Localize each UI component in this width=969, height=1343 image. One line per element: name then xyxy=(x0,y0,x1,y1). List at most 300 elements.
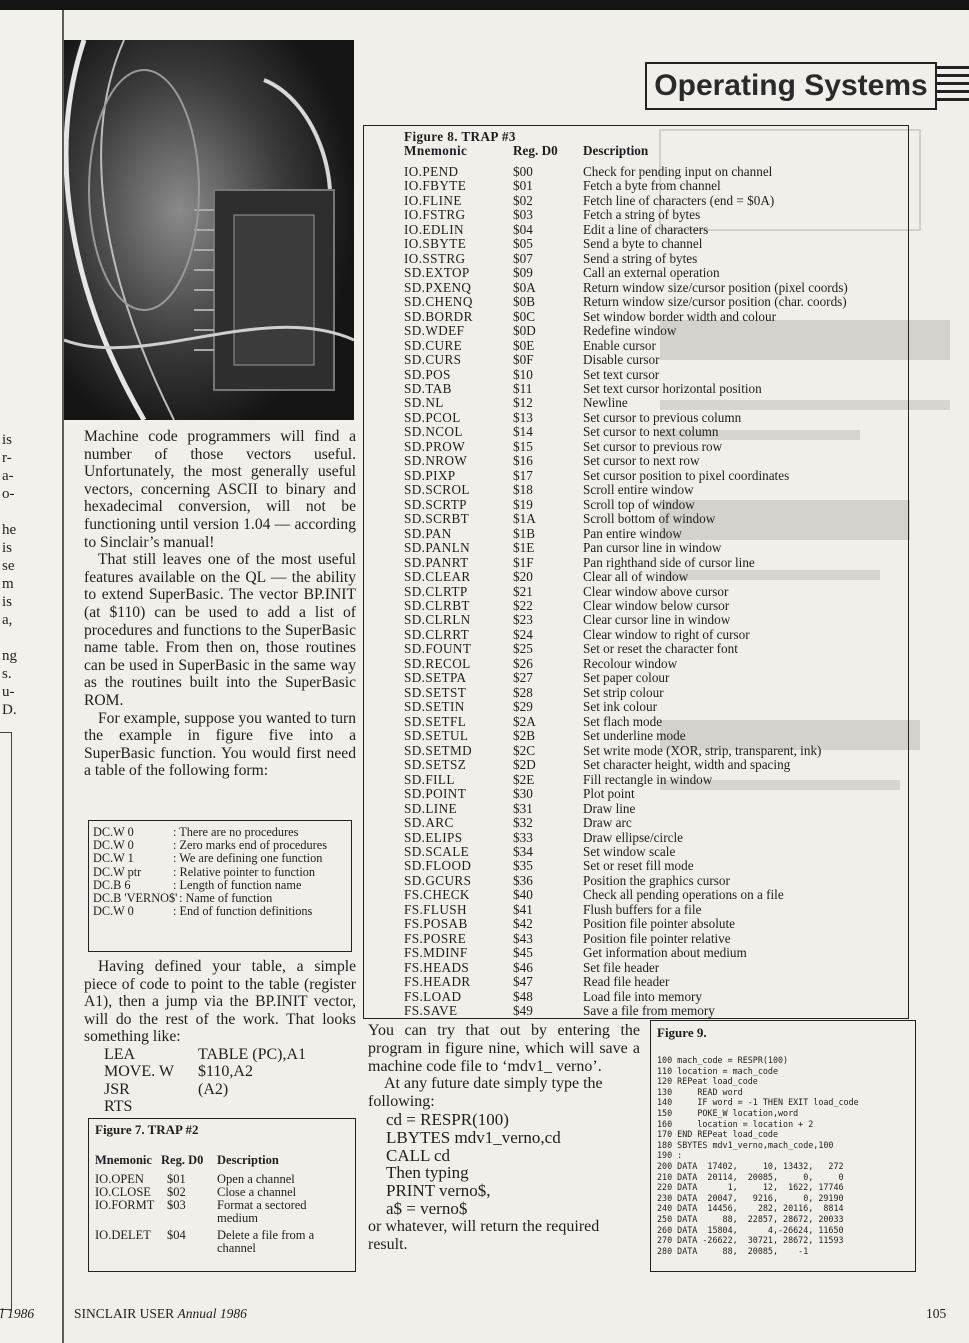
reg: $42 xyxy=(513,916,533,932)
desc: Set window scale xyxy=(583,843,676,859)
reg: $04 xyxy=(167,1228,186,1242)
table-row xyxy=(364,628,908,642)
mnemonic: SD.NROW xyxy=(404,453,468,469)
desc: Set underline mode xyxy=(583,728,686,744)
mnemonic: SD.SETMD xyxy=(404,742,473,758)
fragment-text: a- xyxy=(2,468,14,484)
table-row xyxy=(364,512,908,526)
mnemonic: SD.PANLN xyxy=(404,540,471,556)
reg: $32 xyxy=(513,815,533,831)
reg: $41 xyxy=(513,901,533,917)
table-row xyxy=(364,946,908,960)
table-row xyxy=(364,266,908,280)
table-row xyxy=(364,686,908,700)
desc: Delete a file from a channel xyxy=(217,1228,315,1255)
desc: Set or reset the character font xyxy=(583,641,738,657)
mnemonic: IO.SBYTE xyxy=(404,236,467,252)
table-row xyxy=(364,874,908,888)
fragment-footer: l 1986 xyxy=(0,1306,35,1321)
command-line: CALL cd xyxy=(386,1145,451,1165)
command-line: a$ = verno$ xyxy=(386,1198,468,1218)
table-row xyxy=(364,903,908,917)
desc: Draw arc xyxy=(583,815,632,831)
desc: Enable cursor xyxy=(583,337,656,353)
desc: Position file pointer relative xyxy=(583,930,731,946)
desc: Position file pointer absolute xyxy=(583,916,736,932)
reg: $10 xyxy=(513,366,533,382)
desc: Fetch a byte from channel xyxy=(583,178,721,194)
mnemonic: SD.SETSZ xyxy=(404,757,467,773)
mnemonic: SD.SCRTP xyxy=(404,496,467,512)
command-list xyxy=(368,1111,640,1218)
mnemonic: SD.PANRT xyxy=(404,554,469,570)
top-border xyxy=(0,0,969,10)
code-op: RTS xyxy=(104,1098,133,1116)
mnemonic: FS.POSRE xyxy=(404,930,467,946)
desc: Save a file from memory xyxy=(583,1003,715,1019)
dc-code: DC.B 6 xyxy=(93,877,131,892)
mnemonic: SD.POINT xyxy=(404,786,467,802)
desc: Return window size/cursor position (char. coords) xyxy=(583,294,847,310)
reg: $0B xyxy=(513,294,535,310)
table-row xyxy=(364,281,908,295)
desc: Set cursor position to pixel coordinates xyxy=(583,467,790,483)
code-listing xyxy=(84,1046,356,1116)
reg: $49 xyxy=(513,1003,533,1019)
dc-code: DC.W 0 xyxy=(93,825,134,839)
reg: $0E xyxy=(513,337,535,353)
reg: $47 xyxy=(513,974,533,990)
desc: Set paper colour xyxy=(583,670,670,686)
reg: $22 xyxy=(513,598,533,613)
table-row xyxy=(364,802,908,816)
desc: Clear all of window xyxy=(583,569,689,585)
desc: Set text cursor xyxy=(583,366,660,382)
code-arg: TABLE (PC),A1 xyxy=(198,1045,307,1063)
table-row xyxy=(364,498,908,512)
desc: Scroll bottom of window xyxy=(583,511,716,527)
table-row xyxy=(364,208,908,222)
desc: Set cursor to previous row xyxy=(583,438,723,454)
mnemonic: FS.HEADR xyxy=(404,974,471,990)
table-row xyxy=(364,845,908,859)
reg: $1F xyxy=(513,554,534,570)
col-header: Mnemonic xyxy=(95,1153,152,1167)
table-row xyxy=(364,961,908,975)
column-3 xyxy=(368,1022,640,1253)
desc: Edit a line of characters xyxy=(583,221,709,237)
reg: $2E xyxy=(513,771,535,787)
mnemonic: SD.FLOOD xyxy=(404,858,472,874)
reg: $48 xyxy=(513,988,533,1004)
function-table-box xyxy=(88,820,352,952)
mnemonic: SD.PAN xyxy=(404,525,452,541)
desc: Set window border width and colour xyxy=(583,308,777,324)
publication-name: SINCLAIR USER xyxy=(74,1306,175,1321)
reg: $00 xyxy=(513,163,533,179)
reg: $0D xyxy=(513,323,536,339)
table-row xyxy=(364,990,908,1004)
reg: $35 xyxy=(513,858,533,874)
table-row xyxy=(364,295,908,309)
table-row xyxy=(364,642,908,656)
table-row xyxy=(364,483,908,497)
table-row xyxy=(364,715,908,729)
table-row xyxy=(364,556,908,570)
mnemonic: SD.SCROL xyxy=(404,482,470,498)
table-row xyxy=(364,527,908,541)
table-row xyxy=(364,411,908,425)
mnemonic: SD.WDEF xyxy=(404,323,465,339)
fragment-text: a, xyxy=(2,612,13,628)
desc: Read file header xyxy=(583,974,670,990)
table-row xyxy=(364,729,908,743)
mnemonic: SD.SETUL xyxy=(404,728,469,744)
mnemonic: IO.DELET xyxy=(95,1228,151,1242)
table-row xyxy=(364,382,908,396)
reg: $14 xyxy=(513,424,533,440)
fragment-text: m xyxy=(2,576,14,592)
reg: $2D xyxy=(513,757,536,773)
mnemonic: FS.SAVE xyxy=(404,1003,458,1019)
table-row xyxy=(364,339,908,353)
table-row xyxy=(364,975,908,989)
table-row xyxy=(364,932,908,946)
desc: Set or reset fill mode xyxy=(583,858,694,874)
table-row xyxy=(364,252,908,266)
mnemonic: SD.CURS xyxy=(404,352,462,368)
mnemonic: SD.CHENQ xyxy=(404,294,473,310)
paragraph: Having defined your table, a simple piece of code to point to the table (register A1), then a jump via the BP.INIT vector, will do the rest of the work. That looks something like: xyxy=(84,958,356,1046)
fragment-text: is xyxy=(2,432,13,448)
fragment-text: ng xyxy=(2,648,17,664)
table-row xyxy=(364,599,908,613)
desc: Scroll top of window xyxy=(583,496,695,512)
mnemonic: SD.SETPA xyxy=(404,670,467,686)
issue-name: Annual 1986 xyxy=(177,1306,247,1321)
col-header: Description xyxy=(217,1153,279,1167)
desc: Format a sectored medium xyxy=(217,1198,307,1225)
reg: $0A xyxy=(513,279,536,295)
reg: $31 xyxy=(513,800,533,816)
table-row xyxy=(364,194,908,208)
table-row xyxy=(364,165,908,179)
reg: $20 xyxy=(513,569,533,585)
dc-code: DC.W 0 xyxy=(93,904,134,919)
mnemonic: SD.SCRBT xyxy=(404,511,470,527)
mnemonic: SD.EXTOP xyxy=(404,265,470,281)
fragment-text: o- xyxy=(2,486,15,502)
desc: Position the graphics cursor xyxy=(583,872,730,888)
command-line: Then typing xyxy=(386,1163,469,1183)
desc: Fetch line of characters (end = $0A) xyxy=(583,192,775,208)
fragment-text: s. xyxy=(2,666,12,682)
fragment-text: r- xyxy=(2,450,12,466)
reg: $43 xyxy=(513,930,533,946)
reg: $40 xyxy=(513,887,533,903)
table-row xyxy=(364,237,908,251)
figure-9-box xyxy=(650,1020,916,1272)
mnemonic: IO.PEND xyxy=(404,163,459,179)
desc: Newline xyxy=(583,395,628,411)
dc-comment: : We are defining one function xyxy=(173,851,323,866)
dc-code: DC.W 1 xyxy=(93,851,134,866)
mnemonic: SD.ARC xyxy=(404,815,454,831)
previous-page-fragment xyxy=(0,10,64,1343)
desc: Pan righthand side of cursor line xyxy=(583,554,755,570)
table-row xyxy=(364,816,908,830)
paragraph: That still leaves one of the most useful features available on the QL — the ability to extend SuperBasic. The vector BP.INIT (at $110) can be used to add a list of procedures and functions to the SuperBasic name table. From then on, those routines can be used in SuperBasic in the same way as the routines built into the SuperBasic ROM. xyxy=(84,551,356,709)
reg: $02 xyxy=(167,1185,186,1199)
fragment-box xyxy=(0,732,12,1310)
table-row xyxy=(364,324,908,338)
mnemonic: SD.CLEAR xyxy=(404,569,471,585)
desc: Return window size/cursor position (pixel coords) xyxy=(583,279,848,295)
col-header: Reg. D0 xyxy=(513,143,558,159)
desc: Clear window to right of cursor xyxy=(583,626,750,642)
reg: $21 xyxy=(513,583,533,599)
desc: Redefine window xyxy=(583,323,677,339)
dc-code: DC.B 'VERNO$' xyxy=(93,891,178,906)
reg: $04 xyxy=(513,221,533,237)
desc: Check all pending operations on a file xyxy=(583,887,784,903)
paragraph: At any future date simply type the following: xyxy=(368,1075,603,1111)
table-row xyxy=(364,758,908,772)
reg: $15 xyxy=(513,438,533,454)
mnemonic: FS.LOAD xyxy=(404,988,462,1004)
reg: $0C xyxy=(513,308,535,324)
mnemonic: SD.CLRRT xyxy=(404,626,470,642)
table-row xyxy=(364,440,908,454)
reg: $09 xyxy=(513,265,533,281)
table-row xyxy=(364,888,908,902)
reg: $18 xyxy=(513,482,533,498)
dc-comment: : There are no procedures xyxy=(173,825,299,839)
desc: Recolour window xyxy=(583,655,678,671)
col-header: Reg. D0 xyxy=(161,1153,204,1167)
desc: Set flach mode xyxy=(583,713,663,729)
table-row xyxy=(364,353,908,367)
fragment-text: he xyxy=(2,522,17,538)
table-row xyxy=(364,223,908,237)
desc: Set file header xyxy=(583,959,660,975)
table-row xyxy=(364,859,908,873)
reg: $1B xyxy=(513,525,535,541)
mnemonic: SD.ELIPS xyxy=(404,829,463,845)
fragment-text: is xyxy=(2,540,13,556)
desc: Load file into memory xyxy=(583,988,703,1004)
reg: $26 xyxy=(513,655,533,671)
desc: Fetch a string of bytes xyxy=(583,207,701,223)
desc: Open a channel xyxy=(217,1172,295,1186)
command-line: PRINT verno$, xyxy=(386,1181,491,1201)
reg: $12 xyxy=(513,395,533,411)
desc: Disable cursor xyxy=(583,352,660,368)
desc: Set character height, width and spacing xyxy=(583,757,791,773)
mnemonic: SD.CLRBT xyxy=(404,598,470,613)
paragraph: You can try that out by entering the program in figure nine, which will save a machine code file to ‘mdv1_ verno’. xyxy=(368,1022,640,1075)
desc: Clear cursor line in window xyxy=(583,612,731,628)
mnemonic: SD.PIXP xyxy=(404,467,456,483)
mnemonic: SD.PCOL xyxy=(404,409,461,425)
reg: $2B xyxy=(513,728,535,744)
table-row xyxy=(364,613,908,627)
dc-comment: : Length of function name xyxy=(173,877,302,892)
mnemonic: SD.CLRLN xyxy=(404,612,471,628)
desc: Set strip colour xyxy=(583,684,664,700)
reg: $2C xyxy=(513,742,535,758)
reg: $16 xyxy=(513,453,533,469)
mnemonic: SD.BORDR xyxy=(404,308,473,324)
mnemonic: IO.FSTRG xyxy=(404,207,466,223)
desc: Check for pending input on channel xyxy=(583,163,773,179)
figure-title: Figure 8. TRAP #3 xyxy=(404,129,516,144)
figure-title: Figure 9. xyxy=(657,1025,707,1040)
fragment-text: u- xyxy=(2,684,15,700)
mnemonic: SD.NL xyxy=(404,395,444,411)
reg: $29 xyxy=(513,699,533,715)
table-row xyxy=(364,1004,908,1018)
figure-7-box xyxy=(88,1118,356,1272)
table-row xyxy=(364,657,908,671)
mnemonic: IO.FBYTE xyxy=(404,178,467,194)
table-row xyxy=(364,368,908,382)
mnemonic: SD.CURE xyxy=(404,337,463,353)
mnemonic: FS.HEADS xyxy=(404,959,470,975)
reg: $30 xyxy=(513,786,533,802)
desc: Draw ellipse/circle xyxy=(583,829,683,845)
mnemonic: SD.SETST xyxy=(404,684,467,700)
dc-comment: : Name of function xyxy=(179,891,273,906)
mnemonic: IO.OPEN xyxy=(95,1172,144,1186)
desc: Set cursor to previous column xyxy=(583,409,742,425)
reg: $46 xyxy=(513,959,533,975)
desc: Close a channel xyxy=(217,1185,297,1199)
fragment-text: D. xyxy=(2,702,17,718)
reg: $01 xyxy=(167,1172,186,1186)
table-row xyxy=(364,469,908,483)
desc: Send a byte to channel xyxy=(583,236,703,252)
code-arg: (A2) xyxy=(198,1080,229,1098)
mnemonic: IO.FORMT xyxy=(95,1198,155,1212)
reg: $36 xyxy=(513,872,533,888)
desc: Set write mode (XOR, strip, transparent, ink) xyxy=(583,742,822,758)
table-row xyxy=(364,585,908,599)
desc: Call an external operation xyxy=(583,265,720,281)
basic-listing: 100 mach_code = RESPR(100) 110 location = mach_code 120 REPeat load_code 130 READ word 140 IF word = -1 THEN EXIT load_code 150 POKE_W location,word 160 location = location + 2 170 END REPeat load_code 180 SBYTES mdv1_verno,mach_code,100 190 : 200 DATA 17402, 10, 13432, 272 210 DATA 20114, 20085, 0, 0 220 DATA 1, 12, 1622, 17746 230 DATA 20047, 9216, 0, 29190 240 DATA 14456, 282, 20116, 8814 250 DATA 88, 22857, 28672, 20033 260 DATA 15804, 4,-26624, 11650 270 DATA -26622, 30721, 28672, 11593 280 DATA 88, 20085, -1 xyxy=(657,1055,859,1256)
reg: $05 xyxy=(513,236,533,252)
paragraph: or whatever, will return the required result. xyxy=(368,1217,600,1253)
reg: $34 xyxy=(513,843,533,859)
mnemonic: SD.FILL xyxy=(404,771,455,787)
reg: $19 xyxy=(513,496,533,512)
code-op: MOVE. W xyxy=(104,1063,174,1081)
command-line: cd = RESPR(100) xyxy=(386,1109,509,1129)
mnemonic: SD.POS xyxy=(404,366,451,382)
mnemonic: SD.GCURS xyxy=(404,872,472,888)
reg: $28 xyxy=(513,684,533,700)
mnemonic: IO.SSTRG xyxy=(404,250,466,266)
reg: $25 xyxy=(513,641,533,657)
reg: $11 xyxy=(513,380,533,396)
reg: $1A xyxy=(513,511,536,527)
reg: $03 xyxy=(513,207,533,223)
table-row xyxy=(364,744,908,758)
code-op: JSR xyxy=(104,1080,130,1098)
table-row xyxy=(364,310,908,324)
dc-comment: : Relative pointer to function xyxy=(173,864,316,879)
fragment-text: is xyxy=(2,594,13,610)
mnemonic: SD.SETIN xyxy=(404,699,465,715)
mnemonic: SD.PXENQ xyxy=(404,279,472,295)
reg: $27 xyxy=(513,670,533,686)
reg: $33 xyxy=(513,829,533,845)
reg: $1E xyxy=(513,540,535,556)
desc: Draw line xyxy=(583,800,636,816)
desc: Fill rectangle in window xyxy=(583,771,713,787)
desc: Pan entire window xyxy=(583,525,682,541)
desc: Plot point xyxy=(583,786,635,802)
figure-title: Figure 7. TRAP #2 xyxy=(95,1122,199,1137)
desc: Flush buffers for a file xyxy=(583,901,702,917)
reg: $02 xyxy=(513,192,533,208)
mnemonic: FS.MDINF xyxy=(404,945,468,961)
dc-code: DC.W ptr xyxy=(93,864,142,879)
desc: Set cursor to next row xyxy=(583,453,700,469)
command-line: LBYTES mdv1_verno,cd xyxy=(386,1127,561,1147)
mnemonic: IO.FLINE xyxy=(404,192,462,208)
code-arg: $110,A2 xyxy=(198,1063,253,1081)
reg: $07 xyxy=(513,250,533,266)
table-row xyxy=(364,831,908,845)
paragraph: Machine code programmers will find a number of those vectors useful. Unfortunately, the most generally useful vectors, concerning ASCII to binary and hexadecimal conversion, will not be functioning until version 1.04 — according to Sinclair’s manual! xyxy=(84,428,356,551)
desc: Clear window above cursor xyxy=(583,583,729,599)
section-banner: Operating Systems xyxy=(645,62,937,110)
mnemonic: SD.RECOL xyxy=(404,655,471,671)
desc: Send a string of bytes xyxy=(583,250,698,266)
desc: Set cursor to next column xyxy=(583,424,719,440)
col-header: Description xyxy=(583,143,649,159)
reg: $17 xyxy=(513,467,533,483)
mnemonic: SD.SCALE xyxy=(404,843,470,859)
table-row xyxy=(364,541,908,555)
mnemonic: FS.CHECK xyxy=(404,887,470,903)
mnemonic: SD.NCOL xyxy=(404,424,463,440)
dc-code: DC.W 0 xyxy=(93,838,134,853)
dc-comment: : End of function definitions xyxy=(173,904,313,919)
mnemonic: SD.PROW xyxy=(404,438,466,454)
mnemonic: SD.TAB xyxy=(404,380,452,396)
reg: $01 xyxy=(513,178,533,194)
table-row xyxy=(364,700,908,714)
figure-8-box xyxy=(363,125,909,1019)
reg: $2A xyxy=(513,713,536,729)
reg: $23 xyxy=(513,612,533,628)
column-1-continued xyxy=(84,958,356,1116)
code-op: LEA xyxy=(104,1045,136,1063)
dc-comment: : Zero marks end of procedures xyxy=(173,838,327,853)
column-1 xyxy=(84,428,356,780)
col-header: Mnemonic xyxy=(404,143,468,159)
mnemonic: SD.CLRTP xyxy=(404,583,468,599)
paragraph: For example, suppose you wanted to turn the example in figure five into a SuperBasic function. You would first need a table of the following form: xyxy=(84,709,356,780)
table-row xyxy=(364,917,908,931)
banner-stripes xyxy=(937,66,969,106)
mnemonic: FS.POSAB xyxy=(404,916,468,932)
reg: $13 xyxy=(513,409,533,425)
desc: Scroll entire window xyxy=(583,482,694,498)
table-row xyxy=(364,179,908,193)
